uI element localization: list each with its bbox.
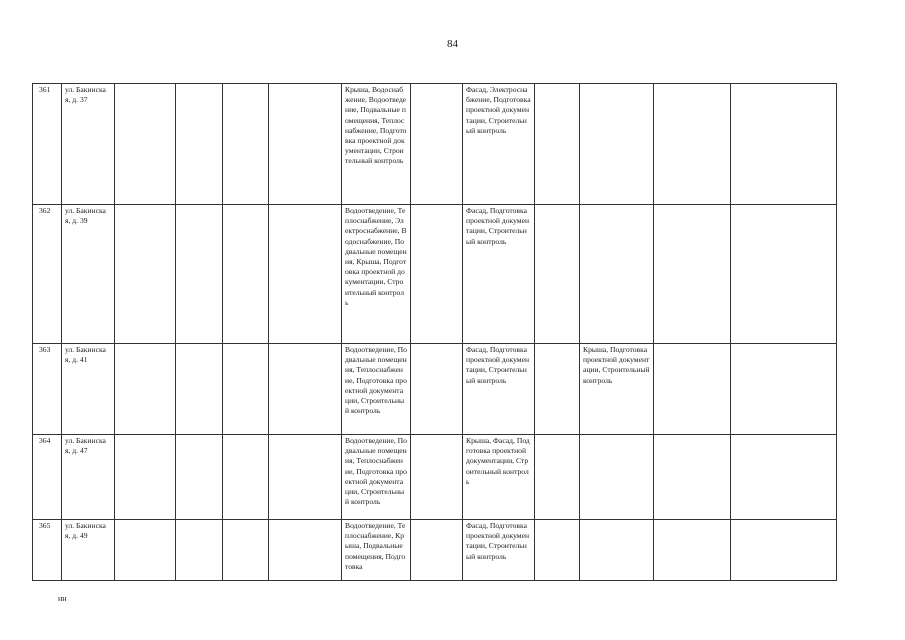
empty-cell	[269, 435, 342, 520]
address-cell: ул. Бакинская, д. 41	[62, 344, 115, 435]
empty-cell	[411, 344, 463, 435]
empty-cell	[731, 84, 837, 205]
empty-cell	[411, 520, 463, 581]
empty-cell	[223, 520, 269, 581]
empty-cell	[176, 344, 223, 435]
works-cell-c	[580, 84, 654, 205]
empty-cell	[223, 84, 269, 205]
empty-cell	[535, 435, 580, 520]
works-cell-b: Фасад, Электроснабжение, Подготовка проектной документации, Строительный контроль	[463, 84, 535, 205]
table-row	[33, 205, 837, 344]
table-row	[33, 344, 837, 435]
empty-cell	[115, 520, 176, 581]
empty-cell	[731, 520, 837, 581]
empty-cell	[115, 84, 176, 205]
row-number: 363	[33, 344, 62, 435]
empty-cell	[535, 344, 580, 435]
row-number: 361	[33, 84, 62, 205]
address-cell: ул. Бакинская, д. 47	[62, 435, 115, 520]
empty-cell	[654, 205, 731, 344]
empty-cell	[654, 435, 731, 520]
empty-cell	[269, 344, 342, 435]
table-row	[33, 84, 837, 205]
empty-cell	[535, 520, 580, 581]
page-number: 84	[447, 38, 458, 50]
works-cell-a: Водоотведение, Подвальные помещения, Теплоснабжение, Подготовка проектной документации, Строительный контроль	[342, 435, 411, 520]
empty-cell	[411, 205, 463, 344]
empty-cell	[223, 435, 269, 520]
empty-cell	[411, 435, 463, 520]
empty-cell	[731, 205, 837, 344]
empty-cell	[269, 520, 342, 581]
works-cell-c	[580, 205, 654, 344]
row-number: 365	[33, 520, 62, 581]
empty-cell	[731, 344, 837, 435]
empty-cell	[654, 520, 731, 581]
empty-cell	[731, 435, 837, 520]
works-cell-c	[580, 435, 654, 520]
empty-cell	[223, 344, 269, 435]
works-cell-a: Водоотведение, Подвальные помещения, Теплоснабжение, Подготовка проектной документации, Строительный контроль	[342, 344, 411, 435]
empty-cell	[115, 344, 176, 435]
works-cell-a: Водоотведение, Теплоснабжение, Электроснабжение, Водоснабжение, Подвальные помещения, Крыша, Подготовка проектной документации, Строительный контроль	[342, 205, 411, 344]
table-row	[33, 435, 837, 520]
works-cell-a: Водоотведение, Теплоснабжение, Крыша, Подвальные помещения, Подготовка	[342, 520, 411, 581]
address-cell: ул. Бакинская, д. 49	[62, 520, 115, 581]
table-row	[33, 520, 837, 581]
empty-cell	[654, 344, 731, 435]
empty-cell	[654, 84, 731, 205]
empty-cell	[411, 84, 463, 205]
works-cell-a: Крыша, Водоснабжение, Водоотведение, Подвальные помещения, Теплоснабжение, Подготовка проектной документации, Строительный контроль	[342, 84, 411, 205]
works-cell-b: Фасад, Подготовка проектной документации, Строительный контроль	[463, 205, 535, 344]
empty-cell	[269, 84, 342, 205]
works-cell-c	[580, 520, 654, 581]
works-cell-b: Фасад, Подготовка проектной документации, Строительный контроль	[463, 520, 535, 581]
empty-cell	[176, 520, 223, 581]
empty-cell	[269, 205, 342, 344]
empty-cell	[176, 435, 223, 520]
empty-cell	[535, 84, 580, 205]
works-cell-b: Фасад, Подготовка проектной документации, Строительный контроль	[463, 344, 535, 435]
footer-mark: нн	[58, 594, 67, 603]
empty-cell	[223, 205, 269, 344]
empty-cell	[115, 205, 176, 344]
table-body	[33, 84, 837, 581]
works-cell-c: Крыша, Подготовка проектной документации, Строительный контроль	[580, 344, 654, 435]
address-cell: ул. Бакинская, д. 37	[62, 84, 115, 205]
address-cell: ул. Бакинская, д. 39	[62, 205, 115, 344]
row-number: 364	[33, 435, 62, 520]
empty-cell	[115, 435, 176, 520]
empty-cell	[176, 84, 223, 205]
empty-cell	[176, 205, 223, 344]
empty-cell	[535, 205, 580, 344]
row-number: 362	[33, 205, 62, 344]
works-cell-b: Крыша, Фасад, Подготовка проектной документации, Строительный контроль	[463, 435, 535, 520]
schedule-table	[32, 83, 837, 581]
